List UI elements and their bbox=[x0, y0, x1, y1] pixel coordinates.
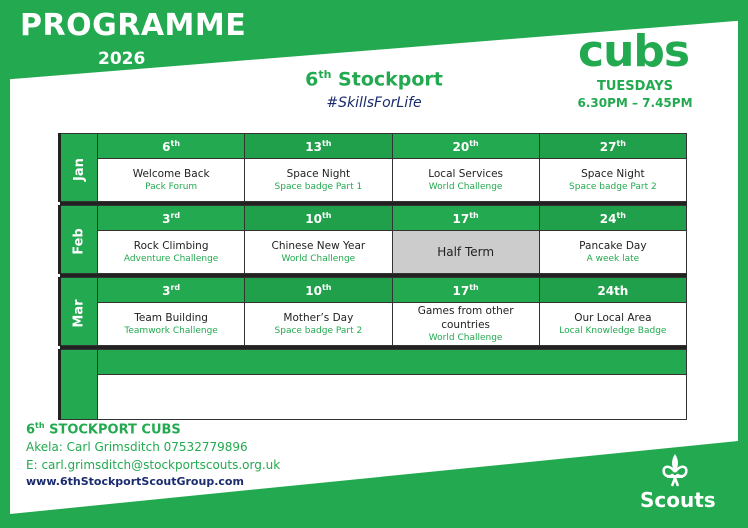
date-ordinal: rd bbox=[170, 282, 181, 292]
date-cell bbox=[245, 134, 392, 159]
event-title: Half Term bbox=[437, 245, 495, 259]
meeting-time: 6.30PM – 7.45PM bbox=[577, 96, 693, 110]
date-number: 17 bbox=[452, 211, 470, 226]
event-subtitle: Pack Forum bbox=[145, 181, 198, 192]
date-number: 27 bbox=[599, 139, 617, 154]
event-cell bbox=[98, 303, 245, 346]
date-ordinal: th bbox=[170, 138, 181, 148]
event-title: Pancake Day bbox=[579, 239, 647, 252]
event-row bbox=[60, 159, 687, 202]
event-subtitle: Adventure Challenge bbox=[123, 253, 219, 264]
footer-label: STOCKPORT CUBS bbox=[44, 422, 181, 438]
month-label: Feb bbox=[71, 228, 87, 255]
event-cell bbox=[98, 159, 245, 202]
event-cell bbox=[245, 231, 392, 274]
event-title: Space Night bbox=[581, 167, 645, 180]
group-number: 6 bbox=[305, 68, 319, 91]
date-ordinal: th bbox=[469, 282, 479, 292]
date-number: 3 bbox=[162, 283, 171, 298]
date-number: 24 bbox=[599, 211, 617, 226]
event-title: Space Night bbox=[286, 167, 351, 180]
event-cell bbox=[245, 303, 392, 346]
page-title: PROGRAMME bbox=[20, 8, 247, 43]
date-ordinal: rd bbox=[170, 210, 181, 220]
month-label: Jan bbox=[71, 158, 87, 181]
month-cell bbox=[60, 278, 98, 346]
date-cell bbox=[539, 206, 686, 231]
event-title: Chinese New Year bbox=[271, 239, 366, 252]
event-subtitle: Space badge Part 1 bbox=[274, 181, 363, 192]
date-number: 3 bbox=[162, 211, 171, 226]
fleur-de-lis-icon bbox=[660, 452, 690, 488]
group-ordinal: th bbox=[318, 68, 332, 81]
date-row bbox=[60, 278, 687, 303]
date-ordinal: th bbox=[469, 210, 479, 220]
date-ordinal: th bbox=[321, 138, 332, 148]
group-name bbox=[270, 68, 478, 90]
date-number: 6 bbox=[162, 139, 171, 154]
event-subtitle: World Challenge bbox=[281, 253, 356, 264]
event-subtitle: World Challenge bbox=[428, 332, 503, 343]
blank-date-bar bbox=[98, 350, 687, 375]
event-title: Rock Climbing bbox=[133, 239, 209, 252]
event-cell bbox=[392, 231, 539, 274]
date-number: 17 bbox=[452, 283, 470, 298]
event-subtitle: Space badge Part 2 bbox=[569, 181, 657, 192]
month-label: Mar bbox=[71, 299, 87, 328]
event-title: Local Services bbox=[428, 167, 504, 180]
event-title: Team Building bbox=[134, 311, 208, 324]
event-cell bbox=[392, 303, 539, 346]
event-title: Mother’s Day bbox=[283, 311, 354, 324]
programme-table bbox=[58, 133, 687, 420]
cubs-logo: cubs bbox=[578, 26, 690, 77]
date-cell bbox=[245, 278, 392, 303]
date-ordinal: th bbox=[469, 138, 479, 148]
event-cell bbox=[539, 231, 686, 274]
event-subtitle: Space badge Part 2 bbox=[274, 325, 363, 336]
scouts-logo-text: Scouts bbox=[640, 488, 716, 512]
date-cell bbox=[539, 134, 686, 159]
date-cell bbox=[98, 206, 245, 231]
group-label: Stockport bbox=[331, 68, 443, 91]
meeting-day: TUESDAYS bbox=[596, 79, 674, 94]
akela-contact: Akela: Carl Grimsditch 07532779896 bbox=[26, 440, 248, 454]
footer-number: 6 bbox=[26, 422, 36, 438]
event-cell bbox=[245, 159, 392, 202]
event-subtitle: A week late bbox=[586, 253, 640, 264]
blank-month-cell bbox=[60, 350, 98, 420]
blank-event-cell bbox=[98, 375, 687, 420]
date-number: 10 bbox=[305, 211, 322, 226]
event-row bbox=[60, 303, 687, 346]
date-ordinal: th bbox=[321, 210, 332, 220]
event-cell bbox=[539, 159, 686, 202]
date-cell bbox=[392, 206, 539, 231]
event-title: Games from other countries bbox=[417, 304, 514, 331]
event-cell bbox=[98, 231, 245, 274]
event-subtitle: Teamwork Challenge bbox=[124, 325, 218, 336]
date-row bbox=[60, 206, 687, 231]
event-subtitle: Local Knowledge Badge bbox=[559, 325, 667, 336]
event-cell bbox=[392, 159, 539, 202]
programme-year: 2026 bbox=[98, 49, 146, 69]
event-subtitle: World Challenge bbox=[428, 181, 503, 192]
date-number: 20 bbox=[452, 139, 470, 154]
date-cell bbox=[392, 134, 539, 159]
event-title: Welcome Back bbox=[132, 167, 210, 180]
date-ordinal: th bbox=[321, 282, 332, 292]
date-number: 10 bbox=[305, 283, 322, 298]
date-cell bbox=[539, 278, 686, 303]
email-contact[interactable]: E: carl.grimsditch@stockportscouts.org.uk bbox=[26, 458, 281, 472]
date-cell bbox=[98, 134, 245, 159]
footer-ordinal: th bbox=[35, 421, 45, 430]
date-number: 24th bbox=[597, 283, 629, 298]
footer-group-name bbox=[26, 421, 181, 437]
blank-date-row bbox=[60, 350, 687, 375]
date-cell bbox=[392, 278, 539, 303]
date-row bbox=[60, 134, 687, 159]
event-title: Our Local Area bbox=[574, 311, 652, 324]
hashtag: #SkillsForLife bbox=[326, 95, 422, 111]
event-cell bbox=[539, 303, 686, 346]
month-cell bbox=[60, 206, 98, 274]
month-cell bbox=[60, 134, 98, 202]
date-cell bbox=[98, 278, 245, 303]
website-link[interactable]: www.6thStockportScoutGroup.com bbox=[26, 475, 244, 488]
date-number: 13 bbox=[305, 139, 322, 154]
blank-event-row bbox=[60, 375, 687, 420]
date-ordinal: th bbox=[616, 210, 626, 220]
date-cell bbox=[245, 206, 392, 231]
date-ordinal: th bbox=[616, 138, 626, 148]
event-row bbox=[60, 231, 687, 274]
